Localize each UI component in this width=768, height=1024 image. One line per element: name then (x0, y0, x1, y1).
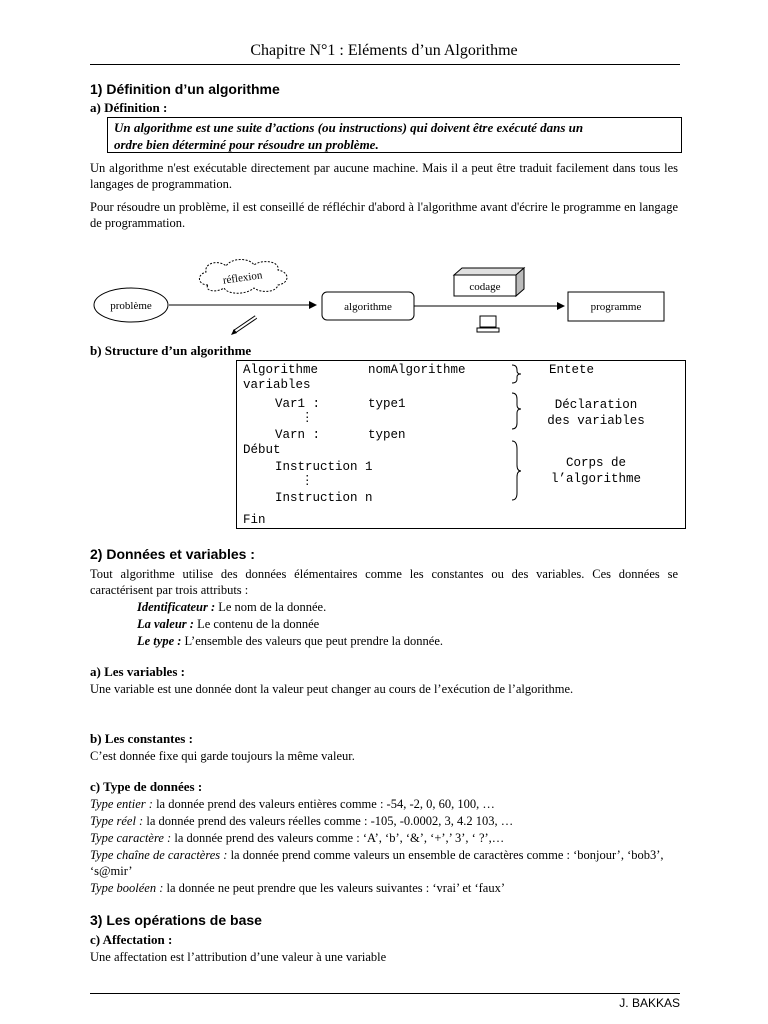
vertical-ellipsis-1: ⋮ (301, 411, 314, 425)
type-reel-label: Type réel : (90, 814, 144, 828)
section-2-sub-a: a) Les variables : (90, 664, 185, 679)
page-title: Chapitre N°1 : Eléments d’un Algorithme (250, 42, 518, 59)
attribute-identificateur (137, 599, 677, 615)
attribute-identificateur-text: Le nom de la donnée. (215, 600, 327, 614)
footer-divider (90, 993, 680, 994)
reflexion-label: réflexion (222, 269, 264, 287)
line-var1: Var1 : (275, 397, 321, 411)
type-booleen-text: la donnée ne peut prendre que les valeurs suivantes : ‘vrai’ et ‘faux’ (163, 881, 506, 895)
label-corps (521, 455, 671, 487)
label-declaration-line-2: des variables (547, 414, 645, 428)
label-declaration-line-1: Déclaration (554, 398, 638, 412)
attribute-type-label: Le type : (137, 634, 182, 648)
header-divider (90, 64, 680, 65)
reflexion-cloud (199, 260, 287, 294)
probleme-node (94, 288, 168, 322)
variables-paragraph: Une variable est une donnée dont la valeur peut changer au cours de l’exécution de l’algorithme. (90, 682, 574, 696)
programme-node (568, 292, 664, 321)
algorithme-node (322, 292, 414, 320)
type-entier-text: la donnée prend des valeurs entières comme : -54, -2, 0, 60, 100, … (152, 797, 495, 811)
attribute-identificateur-label: Identificateur : (137, 600, 216, 614)
algorithm-process-diagram (90, 255, 690, 340)
label-corps-line-1: Corps de (565, 456, 626, 470)
attribute-valeur-label: La valeur : (137, 617, 194, 631)
brace-declaration (512, 393, 521, 429)
paragraph-resolution: Pour résoudre un problème, il est conseillé de réfléchir d'abord à l'algorithme avant d'écrire le programme en langage de programmation. (90, 200, 678, 230)
type-caractere-label: Type caractère : (90, 831, 172, 845)
line-algorithme-name: nomAlgorithme (368, 363, 466, 377)
line-instruction-n: Instruction n (275, 491, 373, 505)
type-reel-text: la donnée prend des valeurs réelles comme : -105, -0.0002, 3, 4.2 103, … (143, 814, 514, 828)
brace-corps (512, 441, 521, 500)
line-typen: typen (368, 428, 406, 442)
programme-label: programme (590, 301, 642, 313)
section-1-heading: 1) Définition d’un algorithme (90, 81, 280, 97)
brace-entete (512, 365, 521, 383)
codage-label: codage (469, 281, 501, 293)
section-1-sub-a: a) Définition : (90, 100, 168, 115)
codage-box (454, 268, 524, 296)
definition-box (107, 117, 682, 153)
line-fin: Fin (243, 513, 266, 527)
constantes-paragraph: C’est donnée fixe qui garde toujours la même valeur. (90, 749, 355, 763)
algorithm-structure-box (236, 360, 686, 529)
line-instruction-1: Instruction 1 (275, 460, 373, 474)
section-2-sub-c: c) Type de données : (90, 779, 203, 794)
definition-line-1: Un algorithme est une suite d’actions (ou instructions) qui doivent être exécuté dans un (114, 120, 584, 135)
line-type1: type1 (368, 397, 406, 411)
label-declaration (521, 397, 671, 429)
section-2-intro: Tout algorithme utilise des données élémentaires comme les constantes ou des variables. Ces données se caractérisent par trois attributs : (90, 567, 678, 597)
attribute-type-text: L’ensemble des valeurs que peut prendre la donnée. (181, 634, 444, 648)
affectation-paragraph: Une affectation est l’attribution d’une valeur à une variable (90, 950, 387, 964)
line-algorithme-kw: Algorithme (243, 363, 319, 377)
type-chaine-label: Type chaîne de caractères : (90, 848, 228, 862)
computer-icon (477, 316, 499, 332)
section-2-sub-b: b) Les constantes : (90, 731, 193, 746)
section-3-sub-c: c) Affectation : (90, 932, 173, 947)
line-varn: Varn : (275, 428, 321, 442)
footer-author: J. BAKKAS (619, 996, 680, 1010)
section-2-heading: 2) Données et variables : (90, 546, 255, 562)
type-caractere-text: la donnée prend des valeurs comme : ‘A’, ‘b’, ‘&’, ‘+’,’ 3’, ‘ ?’,… (171, 831, 505, 845)
type-reel (90, 813, 678, 829)
type-entier (90, 796, 678, 812)
pencil-icon (231, 317, 256, 335)
line-variables: variables (243, 378, 311, 392)
section-1-sub-b: b) Structure d’un algorithme (90, 343, 252, 358)
section-3-heading: 3) Les opérations de base (90, 912, 262, 928)
paragraph-executable: Un algorithme n'est exécutable directement par aucune machine. Mais il a peut être traduit facilement dans tous les langages de programmation. (90, 161, 678, 191)
type-booleen-label: Type booléen : (90, 881, 164, 895)
attribute-valeur-text: Le contenu de la donnée (193, 617, 320, 631)
type-chaine (90, 847, 678, 879)
line-debut: Début (243, 443, 281, 457)
algorithme-label: algorithme (344, 301, 392, 313)
attribute-valeur (137, 616, 677, 632)
label-entete: Entete (549, 363, 595, 377)
probleme-label: problème (110, 300, 152, 312)
attribute-type (137, 633, 677, 649)
type-caractere (90, 830, 678, 846)
label-corps-line-2: l’algorithme (550, 472, 641, 486)
type-entier-label: Type entier : (90, 797, 153, 811)
type-chaine-text: la donnée prend comme valeurs un ensemble de caractères comme : ‘bonjour’, ‘bob3’, ‘s@mir’ (90, 848, 664, 878)
vertical-ellipsis-2: ⋮ (301, 474, 314, 488)
definition-line-2: ordre bien déterminé pour résoudre un problème. (114, 137, 379, 152)
type-booleen (90, 880, 678, 896)
